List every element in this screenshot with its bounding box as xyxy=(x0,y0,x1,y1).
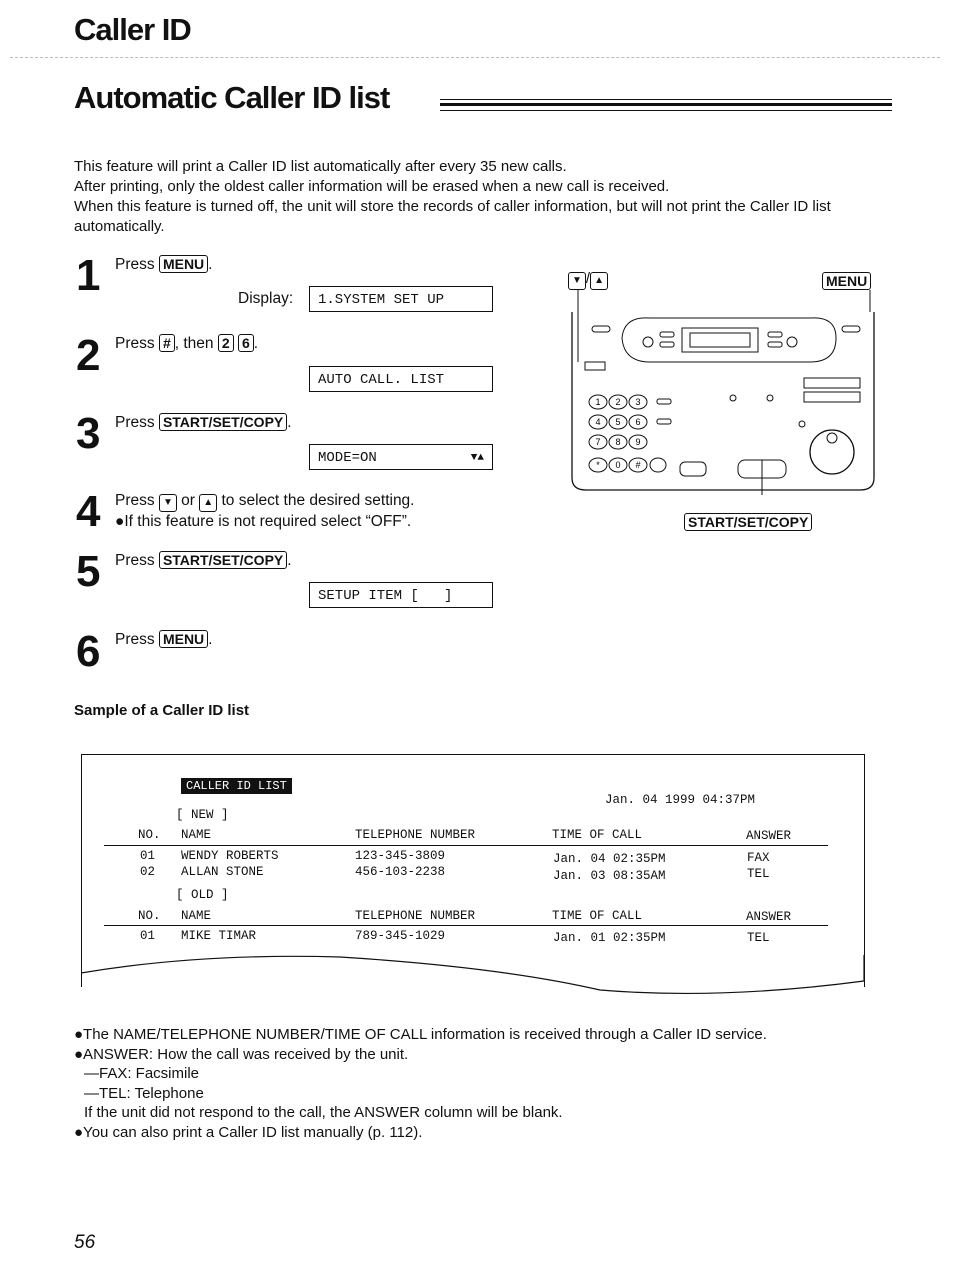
slash: / xyxy=(585,270,591,287)
page-title: Automatic Caller ID list xyxy=(74,80,390,115)
step-end: . xyxy=(253,335,259,352)
row-no: 02 xyxy=(140,865,156,879)
keypad-key: * xyxy=(596,460,600,470)
fax-machine-diagram xyxy=(560,290,890,495)
step-end: . xyxy=(287,414,292,431)
keypad-key: 3 xyxy=(635,397,641,407)
step-instruction xyxy=(115,334,258,353)
note-line: —TEL: Telephone xyxy=(84,1084,204,1102)
note-line: ●The NAME/TELEPHONE NUMBER/TIME OF CALL information is received through a Caller ID service. xyxy=(74,1026,767,1043)
row-name: ALLAN STONE xyxy=(181,865,264,879)
lcd-text: MODE=ON xyxy=(318,450,377,466)
notes xyxy=(74,1025,767,1142)
intro-line: This feature will print a Caller ID list automatically after every 35 new calls. xyxy=(74,158,567,175)
note-line: —FAX: Facsimile xyxy=(84,1065,200,1082)
step-instruction xyxy=(115,630,212,649)
step-press: Press xyxy=(115,256,155,273)
lcd-display xyxy=(309,444,493,470)
step-end: . xyxy=(208,631,213,648)
keypad-key: 5 xyxy=(615,417,621,427)
header-underline xyxy=(104,845,828,846)
step-end: . xyxy=(287,552,292,569)
step-press: Press xyxy=(115,492,155,509)
keypad-key: 4 xyxy=(595,417,601,427)
lcd-display: 1.SYSTEM SET UP xyxy=(309,286,493,312)
row-answer: TEL xyxy=(747,867,770,881)
row-phone: 123-345-3809 xyxy=(355,849,446,863)
step-then: , then xyxy=(174,335,214,352)
row-no: 01 xyxy=(140,849,156,863)
step-number: 3 xyxy=(76,409,101,458)
row-phone: 456-103-2238 xyxy=(355,865,446,879)
title-rule-2 xyxy=(440,103,892,106)
lcd-display: AUTO CALL. LIST xyxy=(309,366,493,392)
lcd-display: SETUP ITEM [ ] xyxy=(309,582,493,608)
torn-paper-edge xyxy=(80,945,866,1005)
row-name: MIKE TIMAR xyxy=(181,929,257,943)
col-header-name: NAME xyxy=(181,828,212,842)
menu-key: MENU xyxy=(822,272,871,290)
col-header-no: NO. xyxy=(138,828,161,842)
print-date: Jan. 04 1999 04:37PM xyxy=(605,793,756,807)
old-section-label: [ OLD ] xyxy=(176,888,229,902)
row-answer: TEL xyxy=(747,931,770,945)
keypad-key: 7 xyxy=(595,437,601,447)
step-instruction xyxy=(115,492,415,512)
step-instruction xyxy=(115,551,292,570)
display-label: Display: xyxy=(238,290,294,307)
new-section-label: [ NEW ] xyxy=(176,808,229,822)
section-title: Caller ID xyxy=(74,12,191,47)
header-underline xyxy=(104,925,828,926)
menu-key: MENU xyxy=(159,255,208,273)
keypad-key: 6 xyxy=(635,417,641,427)
lcd-arrows: ▼▲ xyxy=(470,452,484,464)
page-number: 56 xyxy=(74,1232,96,1253)
diagram-menu-label xyxy=(822,272,871,291)
note-line: ●ANSWER: How the call was received by the unit. xyxy=(74,1045,409,1063)
step-press: Press xyxy=(115,631,155,648)
up-key: ▲ xyxy=(590,272,608,290)
header-divider xyxy=(10,57,940,58)
down-key: ▼ xyxy=(159,494,177,512)
note-line: If the unit did not respond to the call, the ANSWER column will be blank. xyxy=(84,1104,563,1121)
keypad-key: # xyxy=(635,460,641,470)
col-header-answer: ANSWER xyxy=(746,829,792,843)
row-time: Jan. 04 02:35PM xyxy=(553,852,666,866)
intro-line: When this feature is turned off, the unit will store the records of caller information, but will not print the Caller ID list automatically. xyxy=(74,198,831,235)
row-time: Jan. 03 08:35AM xyxy=(553,869,666,883)
step-number: 5 xyxy=(76,547,101,596)
col-header-answer: ANSWER xyxy=(746,910,792,924)
step-number: 6 xyxy=(76,627,101,676)
step-instruction xyxy=(115,255,212,274)
step-number: 4 xyxy=(76,487,101,536)
row-no: 01 xyxy=(140,929,156,943)
menu-key: MENU xyxy=(159,630,208,648)
step-or: or xyxy=(181,492,195,509)
col-header-phone: TELEPHONE NUMBER xyxy=(355,909,476,923)
up-key: ▲ xyxy=(199,494,217,512)
intro-text xyxy=(74,157,894,237)
step-press: Press xyxy=(115,414,155,431)
keypad-key: 2 xyxy=(615,397,621,407)
step-rest: to select the desired setting. xyxy=(221,492,415,509)
col-header-no: NO. xyxy=(138,909,161,923)
keypad xyxy=(589,395,647,472)
step-press: Press xyxy=(115,552,155,569)
step-number: 2 xyxy=(76,331,101,380)
digit-6-key: 6 xyxy=(238,334,254,352)
row-name: WENDY ROBERTS xyxy=(181,849,279,863)
start-set-copy-key: START/SET/COPY xyxy=(684,513,812,531)
pound-key: # xyxy=(159,334,175,352)
col-header-time: TIME OF CALL xyxy=(552,909,643,923)
step-press: Press xyxy=(115,335,155,352)
col-header-phone: TELEPHONE NUMBER xyxy=(355,828,476,842)
row-answer: FAX xyxy=(747,851,770,865)
start-set-copy-key: START/SET/COPY xyxy=(159,413,287,431)
keypad-key: 8 xyxy=(615,437,621,447)
start-set-copy-key: START/SET/COPY xyxy=(159,551,287,569)
title-rule-3 xyxy=(440,110,892,111)
diagram-arrow-keys xyxy=(568,270,608,290)
step-number: 1 xyxy=(76,251,101,300)
down-key: ▼ xyxy=(568,272,586,290)
diagram-start-label xyxy=(684,513,812,532)
keypad-key: 0 xyxy=(615,460,621,470)
row-time: Jan. 01 02:35PM xyxy=(553,931,666,945)
title-rule-1 xyxy=(440,99,892,100)
digit-2-key: 2 xyxy=(218,334,234,352)
note-line: ●You can also print a Caller ID list manually (p. 112). xyxy=(74,1123,423,1141)
row-phone: 789-345-1029 xyxy=(355,929,446,943)
caller-id-list-badge: CALLER ID LIST xyxy=(181,778,292,794)
col-header-time: TIME OF CALL xyxy=(552,828,643,842)
step-instruction xyxy=(115,413,292,432)
step-end: . xyxy=(208,256,213,273)
step-note: ●If this feature is not required select “OFF”. xyxy=(115,513,412,530)
keypad-key: 1 xyxy=(595,397,601,407)
keypad-key: 9 xyxy=(635,437,641,447)
intro-line: After printing, only the oldest caller information will be erased when a new call is received. xyxy=(74,178,670,195)
col-header-name: NAME xyxy=(181,909,212,923)
sample-heading: Sample of a Caller ID list xyxy=(74,702,250,719)
